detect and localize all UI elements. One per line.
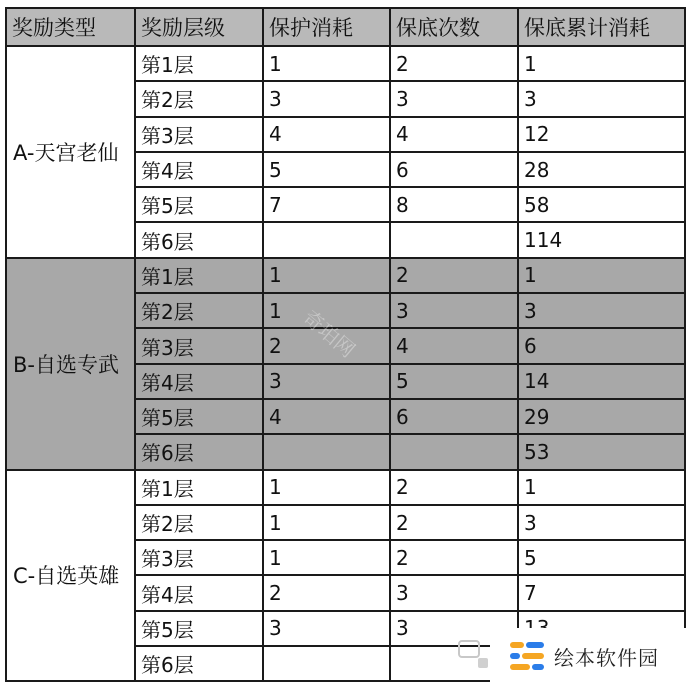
pity-count-cell: 2 xyxy=(390,505,518,540)
table-row xyxy=(6,470,685,505)
protect-cost-cell: 1 xyxy=(263,258,390,293)
pity-count-cell: 3 xyxy=(390,293,518,328)
reward-level-cell: 第3层 xyxy=(135,328,263,363)
protect-cost-cell xyxy=(263,646,390,681)
reward-level-cell: 第4层 xyxy=(135,364,263,399)
reward-level-cell: 第5层 xyxy=(135,611,263,646)
reward-type-cell: A-天宫老仙 xyxy=(6,46,135,258)
pity-total-cost-cell: 28 xyxy=(518,152,685,187)
pity-total-cost-cell: 58 xyxy=(518,187,685,222)
pity-count-cell: 2 xyxy=(390,470,518,505)
reward-level-cell: 第2层 xyxy=(135,293,263,328)
protect-cost-cell: 1 xyxy=(263,470,390,505)
pity-total-cost-cell: 7 xyxy=(518,575,685,610)
reward-level-cell: 第6层 xyxy=(135,222,263,257)
brand-watermark xyxy=(508,636,659,676)
protect-cost-cell: 5 xyxy=(263,152,390,187)
protect-cost-cell xyxy=(263,222,390,257)
reward-level-cell: 第4层 xyxy=(135,575,263,610)
center-watermark: 奇珀网 xyxy=(298,305,360,363)
header-reward-level: 奖励层级 xyxy=(135,8,263,46)
reward-level-cell: 第5层 xyxy=(135,187,263,222)
pity-total-cost-cell: 5 xyxy=(518,540,685,575)
stacked-bars-logo-icon xyxy=(508,639,546,673)
pity-count-cell: 2 xyxy=(390,258,518,293)
pity-total-cost-cell: 3 xyxy=(518,505,685,540)
pity-count-cell: 4 xyxy=(390,117,518,152)
protect-cost-cell: 3 xyxy=(263,364,390,399)
reward-level-cell: 第1层 xyxy=(135,470,263,505)
pity-count-cell xyxy=(390,434,518,469)
protect-cost-cell: 4 xyxy=(263,399,390,434)
pity-total-cost-cell: 6 xyxy=(518,328,685,363)
protect-cost-cell: 1 xyxy=(263,46,390,81)
table-body xyxy=(6,46,685,681)
pity-count-cell: 6 xyxy=(390,152,518,187)
header-row xyxy=(6,8,685,46)
reward-level-cell: 第1层 xyxy=(135,258,263,293)
protect-cost-cell: 4 xyxy=(263,117,390,152)
reward-level-cell: 第5层 xyxy=(135,399,263,434)
pity-count-cell: 3 xyxy=(390,575,518,610)
pity-total-cost-cell: 3 xyxy=(518,81,685,116)
pity-count-cell xyxy=(390,222,518,257)
header-pity-count: 保底次数 xyxy=(390,8,518,46)
pity-total-cost-cell: 14 xyxy=(518,364,685,399)
pity-count-cell: 2 xyxy=(390,46,518,81)
pity-count-cell: 3 xyxy=(390,611,518,646)
chat-bubble-icon xyxy=(458,640,480,658)
reward-level-cell: 第3层 xyxy=(135,117,263,152)
reward-table xyxy=(5,7,686,682)
chat-bubble-tail-icon xyxy=(478,658,488,668)
reward-type-cell: C-自选英雄 xyxy=(6,470,135,682)
pity-count-cell: 4 xyxy=(390,328,518,363)
pity-total-cost-cell: 12 xyxy=(518,117,685,152)
protect-cost-cell: 7 xyxy=(263,187,390,222)
brand-name: 绘本软件园 xyxy=(554,645,659,670)
pity-total-cost-cell: 3 xyxy=(518,293,685,328)
pity-total-cost-cell: 1 xyxy=(518,46,685,81)
header-protect-cost: 保护消耗 xyxy=(263,8,390,46)
table-row xyxy=(6,258,685,293)
reward-type-cell: B-自选专武 xyxy=(6,258,135,470)
reward-level-cell: 第4层 xyxy=(135,152,263,187)
protect-cost-cell: 2 xyxy=(263,328,390,363)
protect-cost-cell: 2 xyxy=(263,575,390,610)
protect-cost-cell: 1 xyxy=(263,540,390,575)
pity-count-cell: 6 xyxy=(390,399,518,434)
pity-count-cell: 3 xyxy=(390,81,518,116)
pity-total-cost-cell: 1 xyxy=(518,470,685,505)
pity-count-cell: 5 xyxy=(390,364,518,399)
reward-level-cell: 第1层 xyxy=(135,46,263,81)
protect-cost-cell: 1 xyxy=(263,505,390,540)
reward-level-cell: 第6层 xyxy=(135,646,263,681)
reward-level-cell: 第6层 xyxy=(135,434,263,469)
pity-total-cost-cell: 114 xyxy=(518,222,685,257)
protect-cost-cell: 3 xyxy=(263,81,390,116)
reward-level-cell: 第3层 xyxy=(135,540,263,575)
pity-count-cell: 8 xyxy=(390,187,518,222)
table-row xyxy=(6,46,685,81)
header-pity-total-cost: 保底累计消耗 xyxy=(518,8,685,46)
header-reward-type: 奖励类型 xyxy=(6,8,135,46)
pity-total-cost-cell: 53 xyxy=(518,434,685,469)
protect-cost-cell xyxy=(263,434,390,469)
pity-total-cost-cell: 1 xyxy=(518,258,685,293)
protect-cost-cell: 3 xyxy=(263,611,390,646)
pity-total-cost-cell: 29 xyxy=(518,399,685,434)
reward-level-cell: 第2层 xyxy=(135,505,263,540)
reward-level-cell: 第2层 xyxy=(135,81,263,116)
protect-cost-cell: 1 xyxy=(263,293,390,328)
pity-count-cell: 2 xyxy=(390,540,518,575)
